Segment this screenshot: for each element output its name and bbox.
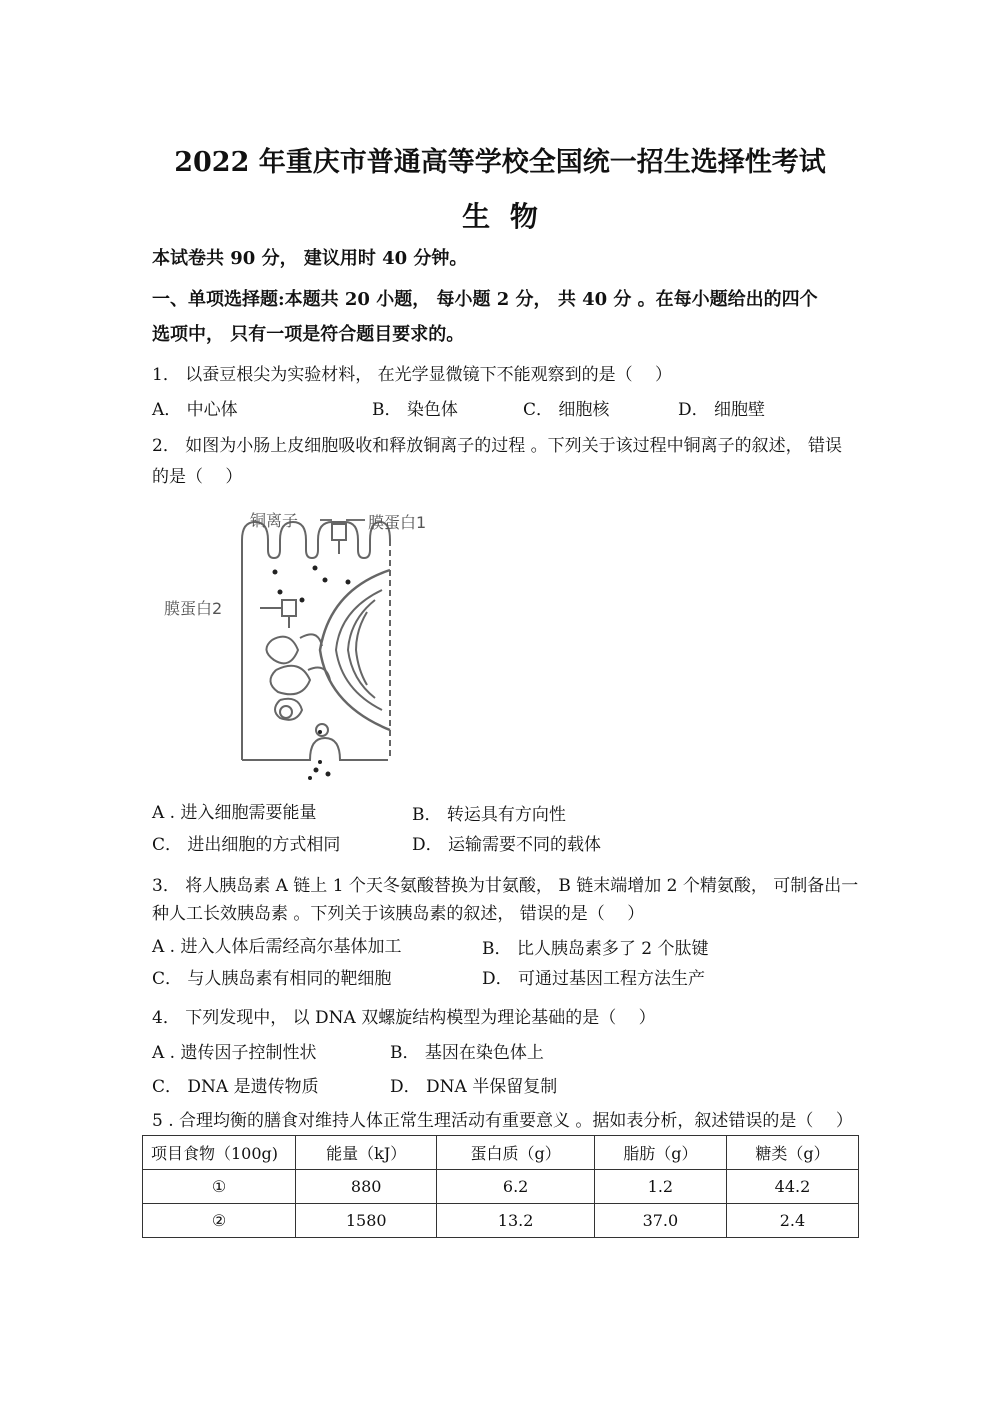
q2-option-b: B． 转运具有方向性 (412, 805, 566, 825)
table-header-cell: 蛋白质（g） (437, 1136, 594, 1170)
table-header-row (143, 1136, 859, 1170)
q3-option-d: D． 可通过基因工程方法生产 (482, 969, 706, 989)
label-copper-ion: 铜离子 (250, 511, 299, 530)
q1-option-a: A． 中心体 (152, 400, 238, 420)
exam-title: 2022 年重庆市普通高等学校全国统一招生选择性考试 (174, 147, 826, 178)
q1-option-d: D． 细胞壁 (678, 400, 766, 420)
nutrition-table (142, 1135, 859, 1238)
table-header-cell: 能量（kJ） (296, 1136, 437, 1170)
table-row (143, 1170, 859, 1204)
q3-option-c: C． 与人胰岛素有相同的靶细胞 (152, 969, 392, 989)
question-3-stem-cont: 种人工长效胰岛素 。下列关于该胰岛素的叙述， 错误的是（ ） (152, 904, 645, 924)
table-cell: 44.2 (726, 1170, 858, 1204)
table-row (143, 1204, 859, 1238)
q2-option-c: C． 进出细胞的方式相同 (152, 835, 341, 855)
q4-option-b: B． 基因在染色体上 (390, 1043, 544, 1063)
question-4-stem: 4． 下列发现中， 以 DNA 双螺旋结构模型为理论基础的是（ ） (152, 1008, 656, 1028)
q4-option-a: A . 遗传因子控制性状 (152, 1043, 317, 1063)
table-header-cell: 脂肪（g） (594, 1136, 726, 1170)
section-heading: 一、单项选择题:本题共 20 小题， 每小题 2 分， 共 40 分 。在每小题给出的四个 (152, 289, 818, 310)
q2-option-d: D． 运输需要不同的载体 (412, 835, 602, 855)
q4-option-c: C． DNA 是遗传物质 (152, 1077, 319, 1097)
section-heading-cont: 选项中， 只有一项是符合题目要求的。 (152, 324, 465, 345)
subject-title: 生 物 (462, 200, 538, 233)
table-header-cell: 项目食物（100g) (143, 1136, 296, 1170)
q3-option-a: A . 进入人体后需经高尔基体加工 (152, 937, 402, 957)
question-2-stem-cont: 的是（ ） (152, 467, 243, 487)
cell-diagram (160, 500, 460, 780)
label-membrane-protein-2: 膜蛋白2 (164, 599, 223, 618)
label-membrane-protein-1: 膜蛋白1 (368, 513, 427, 532)
table-cell: 1580 (296, 1204, 437, 1238)
table-cell: 880 (296, 1170, 437, 1204)
q1-option-b: B． 染色体 (372, 400, 458, 420)
table-cell: ② (143, 1204, 296, 1238)
table-cell: ① (143, 1170, 296, 1204)
cell-diagram-svg (160, 500, 460, 780)
question-3-stem: 3． 将人胰岛素 A 链上 1 个天冬氨酸替换为甘氨酸， B 链末端增加 2 个精氨酸， 可制备出一 (152, 876, 859, 896)
q3-option-b: B． 比人胰岛素多了 2 个肽键 (482, 939, 709, 959)
table-cell: 2.4 (726, 1204, 858, 1238)
table-cell: 13.2 (437, 1204, 594, 1238)
exam-intro: 本试卷共 90 分， 建议用时 40 分钟。 (152, 248, 468, 269)
table-cell: 6.2 (437, 1170, 594, 1204)
q1-option-c: C． 细胞核 (523, 400, 610, 420)
q2-option-a: A . 进入细胞需要能量 (152, 803, 317, 823)
question-5-stem: 5 . 合理均衡的膳食对维持人体正常生理活动有重要意义 。据如表分析，叙述错误的是（ ） (152, 1111, 853, 1131)
table-cell: 1.2 (594, 1170, 726, 1204)
q4-option-d: D． DNA 半保留复制 (390, 1077, 558, 1097)
table-cell: 37.0 (594, 1204, 726, 1238)
question-2-stem: 2． 如图为小肠上皮细胞吸收和释放铜离子的过程 。下列关于该过程中铜离子的叙述， 错误 (152, 436, 843, 456)
table-header-cell: 糖类（g） (726, 1136, 858, 1170)
question-1-stem: 1． 以蚕豆根尖为实验材料， 在光学显微镜下不能观察到的是（ ） (152, 365, 673, 385)
